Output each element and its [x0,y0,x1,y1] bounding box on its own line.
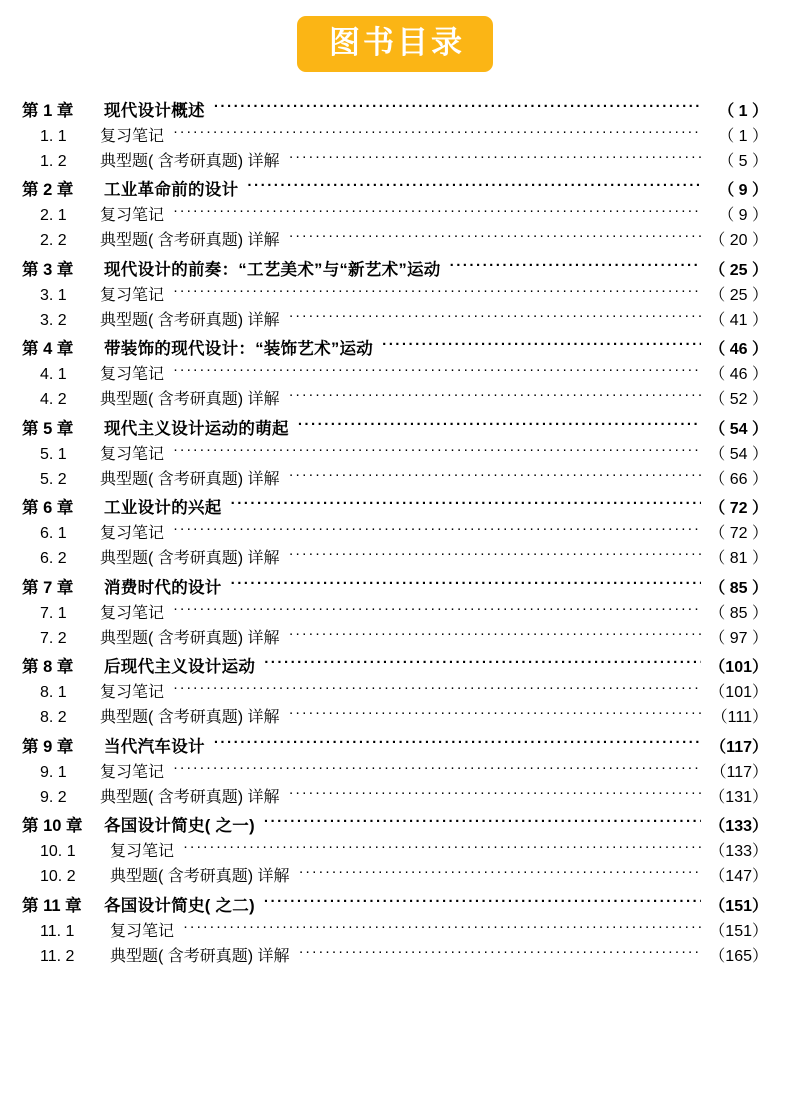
toc-section-row[interactable] [22,284,768,304]
toc-section-row[interactable] [22,547,768,567]
toc-leader-dots [289,468,702,484]
toc-entry-page-number: （131） [709,788,768,806]
toc-section-row[interactable] [22,786,768,806]
toc-entry-page-number: （117） [710,763,768,781]
toc-entry-number: 第 8 章 [22,658,74,677]
toc-entry-number: 7. 2 [40,629,67,647]
toc-section-row[interactable] [22,840,768,860]
toc-chapter-row[interactable] [22,735,768,756]
toc-leader-dots [299,945,702,961]
toc-entry-page-number: （133） [709,843,768,861]
page-title: 图书目录 [297,16,493,72]
toc-entry-page-number: （ 9 ） [718,182,768,200]
toc-entry-number: 第 5 章 [22,419,74,438]
toc-leader-dots [298,417,701,434]
toc-entry-page-number: （165） [709,947,768,965]
toc-leader-dots [183,840,701,856]
toc-entry-number: 11. 1 [40,922,75,940]
toc-entry-number: 7. 1 [40,604,67,622]
toc-section-row[interactable] [22,204,768,224]
toc-entry-label: 复习笔记 [100,604,165,622]
toc-entry-page-number: （ 25 ） [709,286,768,304]
toc-section-row[interactable] [22,681,768,701]
toc-entry-page-number: （ 72 ） [709,525,768,543]
toc-leader-dots [231,576,702,593]
toc-entry-number: 第 9 章 [22,737,74,756]
toc-entry-label: 复习笔记 [100,127,165,145]
toc-entry-label: 典型题( 含考研真题) 详解 [100,550,280,568]
toc-entry-label: 典型题( 含考研真题) 详解 [100,152,280,170]
toc-entry-page-number: （111） [711,709,768,727]
toc-entry-label: 当代汽车设计 [104,737,205,756]
toc-section-row[interactable] [22,309,768,329]
toc-entry-label: 工业革命前的设计 [104,181,239,200]
toc-leader-dots [173,681,701,697]
toc-chapter-row[interactable] [22,338,768,359]
table-of-contents [18,99,772,965]
toc-chapter-row[interactable] [22,656,768,677]
toc-entry-page-number: （ 85 ） [709,579,768,597]
toc-entry-page-number: （ 9 ） [718,207,768,225]
toc-leader-dots [382,338,701,355]
toc-section-row[interactable] [22,363,768,383]
toc-leader-dots [173,443,701,459]
toc-entry-page-number: （ 25 ） [709,261,768,279]
toc-entry-page-number: （101） [709,659,768,677]
toc-entry-page-number: （151） [709,922,768,940]
toc-chapter-row[interactable] [22,894,768,915]
toc-entry-page-number: （ 20 ） [709,232,768,250]
toc-section-row[interactable] [22,229,768,249]
toc-leader-dots [231,497,702,514]
toc-entry-label: 现代设计概述 [104,101,205,120]
toc-entry-label: 复习笔记 [100,286,165,304]
toc-entry-number: 第 7 章 [22,578,74,597]
toc-entry-number: 5. 1 [40,445,67,463]
toc-section-row[interactable] [22,468,768,488]
toc-section-row[interactable] [22,761,768,781]
toc-entry-page-number: （ 52 ） [709,391,768,409]
toc-entry-label: 典型题( 含考研真题) 详解 [100,391,280,409]
toc-entry-label: 复习笔记 [100,445,165,463]
toc-leader-dots [214,735,702,752]
toc-leader-dots [173,363,701,379]
toc-leader-dots [183,920,701,936]
toc-entry-number: 9. 2 [40,788,67,806]
toc-entry-number: 10. 1 [40,843,76,861]
toc-entry-label: 复习笔记 [100,763,165,781]
toc-entry-page-number: （ 41 ） [709,311,768,329]
toc-leader-dots [173,602,701,618]
toc-leader-dots [173,125,702,141]
toc-entry-number: 8. 1 [40,684,67,702]
toc-entry-number: 第 6 章 [22,499,74,518]
toc-entry-page-number: （ 85 ） [709,604,768,622]
toc-chapter-row[interactable] [22,417,768,438]
toc-entry-number: 第 3 章 [22,260,74,279]
toc-entry-label: 典型题( 含考研真题) 详解 [100,788,280,806]
toc-entry-page-number: （151） [709,897,768,915]
toc-entry-page-number: （ 54 ） [709,445,768,463]
toc-leader-dots [289,309,702,325]
toc-entry-number: 2. 1 [40,207,67,225]
toc-section-row[interactable] [22,602,768,622]
toc-chapter-row[interactable] [22,179,768,200]
toc-section-row[interactable] [22,125,768,145]
toc-entry-label: 典型题( 含考研真题) 详解 [100,709,280,727]
toc-entry-label: 带装饰的现代设计：“装饰艺术”运动 [104,340,374,359]
toc-entry-label: 工业设计的兴起 [104,499,222,518]
toc-entry-label: 现代主义设计运动的萌起 [104,419,289,438]
toc-leader-dots [450,258,702,275]
toc-entry-number: 1. 1 [40,127,67,145]
toc-leader-dots [289,627,702,643]
toc-entry-number: 6. 2 [40,550,67,568]
toc-entry-number: 第 4 章 [22,340,74,359]
toc-leader-dots [289,388,702,404]
toc-entry-label: 各国设计简史( 之一) [104,817,255,836]
toc-leader-dots [173,284,701,300]
toc-entry-page-number: （101） [709,684,768,702]
toc-entry-page-number: （ 81 ） [709,550,768,568]
toc-leader-dots [264,656,701,673]
toc-entry-page-number: （ 46 ） [709,366,768,384]
toc-entry-page-number: （ 1 ） [718,102,768,120]
toc-entry-label: 现代设计的前奏：“工艺美术”与“新艺术”运动 [104,260,441,279]
toc-entry-number: 11. 2 [40,947,75,965]
toc-entry-page-number: （ 1 ） [718,127,768,145]
toc-entry-number: 6. 1 [40,525,67,543]
toc-entry-number: 第 11 章 [22,896,82,915]
toc-entry-page-number: （ 97 ） [709,629,768,647]
toc-section-row[interactable] [22,706,768,726]
toc-entry-page-number: （ 46 ） [709,341,768,359]
toc-entry-number: 2. 2 [40,232,67,250]
toc-entry-label: 后现代主义设计运动 [104,658,256,677]
toc-entry-label: 典型题( 含考研真题) 详解 [100,232,280,250]
toc-section-row[interactable] [22,627,768,647]
toc-entry-number: 3. 2 [40,311,67,329]
toc-leader-dots [289,706,702,722]
toc-entry-label: 各国设计简史( 之二) [104,896,255,915]
toc-entry-page-number: （ 72 ） [709,500,768,518]
toc-section-row[interactable] [22,150,768,170]
toc-section-row[interactable] [22,865,768,885]
toc-entry-number: 8. 2 [40,709,67,727]
toc-section-row[interactable] [22,522,768,542]
toc-leader-dots [214,99,702,116]
toc-leader-dots [173,761,702,777]
toc-entry-page-number: （ 5 ） [718,152,768,170]
toc-chapter-row[interactable] [22,497,768,518]
toc-entry-number: 9. 1 [40,763,67,781]
toc-entry-label: 复习笔记 [100,525,165,543]
toc-chapter-row[interactable] [22,99,768,120]
toc-chapter-row[interactable] [22,258,768,279]
toc-section-row[interactable] [22,388,768,408]
toc-entry-number: 3. 1 [40,286,67,304]
toc-entry-number: 第 2 章 [22,181,74,200]
toc-leader-dots [264,815,701,832]
toc-entry-label: 典型题( 含考研真题) 详解 [100,311,280,329]
toc-entry-page-number: （117） [710,738,768,756]
toc-entry-label: 复习笔记 [110,843,175,861]
toc-leader-dots [173,522,701,538]
toc-leader-dots [247,179,702,196]
toc-entry-number: 1. 2 [40,152,67,170]
toc-entry-page-number: （147） [709,868,768,886]
toc-entry-label: 复习笔记 [100,684,165,702]
toc-leader-dots [289,150,702,166]
toc-entry-label: 典型题( 含考研真题) 详解 [100,470,280,488]
toc-chapter-row[interactable] [22,576,768,597]
toc-entry-number: 4. 1 [40,366,67,384]
toc-section-row[interactable] [22,945,768,965]
toc-entry-label: 消费时代的设计 [104,578,222,597]
toc-entry-label: 复习笔记 [110,922,175,940]
toc-entry-number: 5. 2 [40,470,67,488]
toc-leader-dots [289,786,702,802]
toc-leader-dots [289,229,702,245]
page-title-area [18,0,772,90]
toc-entry-number: 第 10 章 [22,817,83,836]
toc-entry-number: 第 1 章 [22,101,74,120]
toc-leader-dots [289,547,702,563]
toc-section-row[interactable] [22,443,768,463]
toc-section-row[interactable] [22,920,768,940]
toc-entry-page-number: （133） [709,818,768,836]
toc-entry-label: 典型题( 含考研真题) 详解 [110,947,290,965]
toc-chapter-row[interactable] [22,815,768,836]
toc-entry-number: 10. 2 [40,868,76,886]
toc-entry-page-number: （ 54 ） [709,420,768,438]
toc-leader-dots [299,865,702,881]
toc-entry-label: 复习笔记 [100,207,165,225]
toc-entry-label: 典型题( 含考研真题) 详解 [100,629,280,647]
toc-entry-number: 4. 2 [40,391,67,409]
toc-leader-dots [173,204,702,220]
toc-leader-dots [264,894,701,911]
toc-entry-label: 复习笔记 [100,366,165,384]
toc-entry-label: 典型题( 含考研真题) 详解 [110,868,290,886]
toc-entry-page-number: （ 66 ） [709,470,768,488]
